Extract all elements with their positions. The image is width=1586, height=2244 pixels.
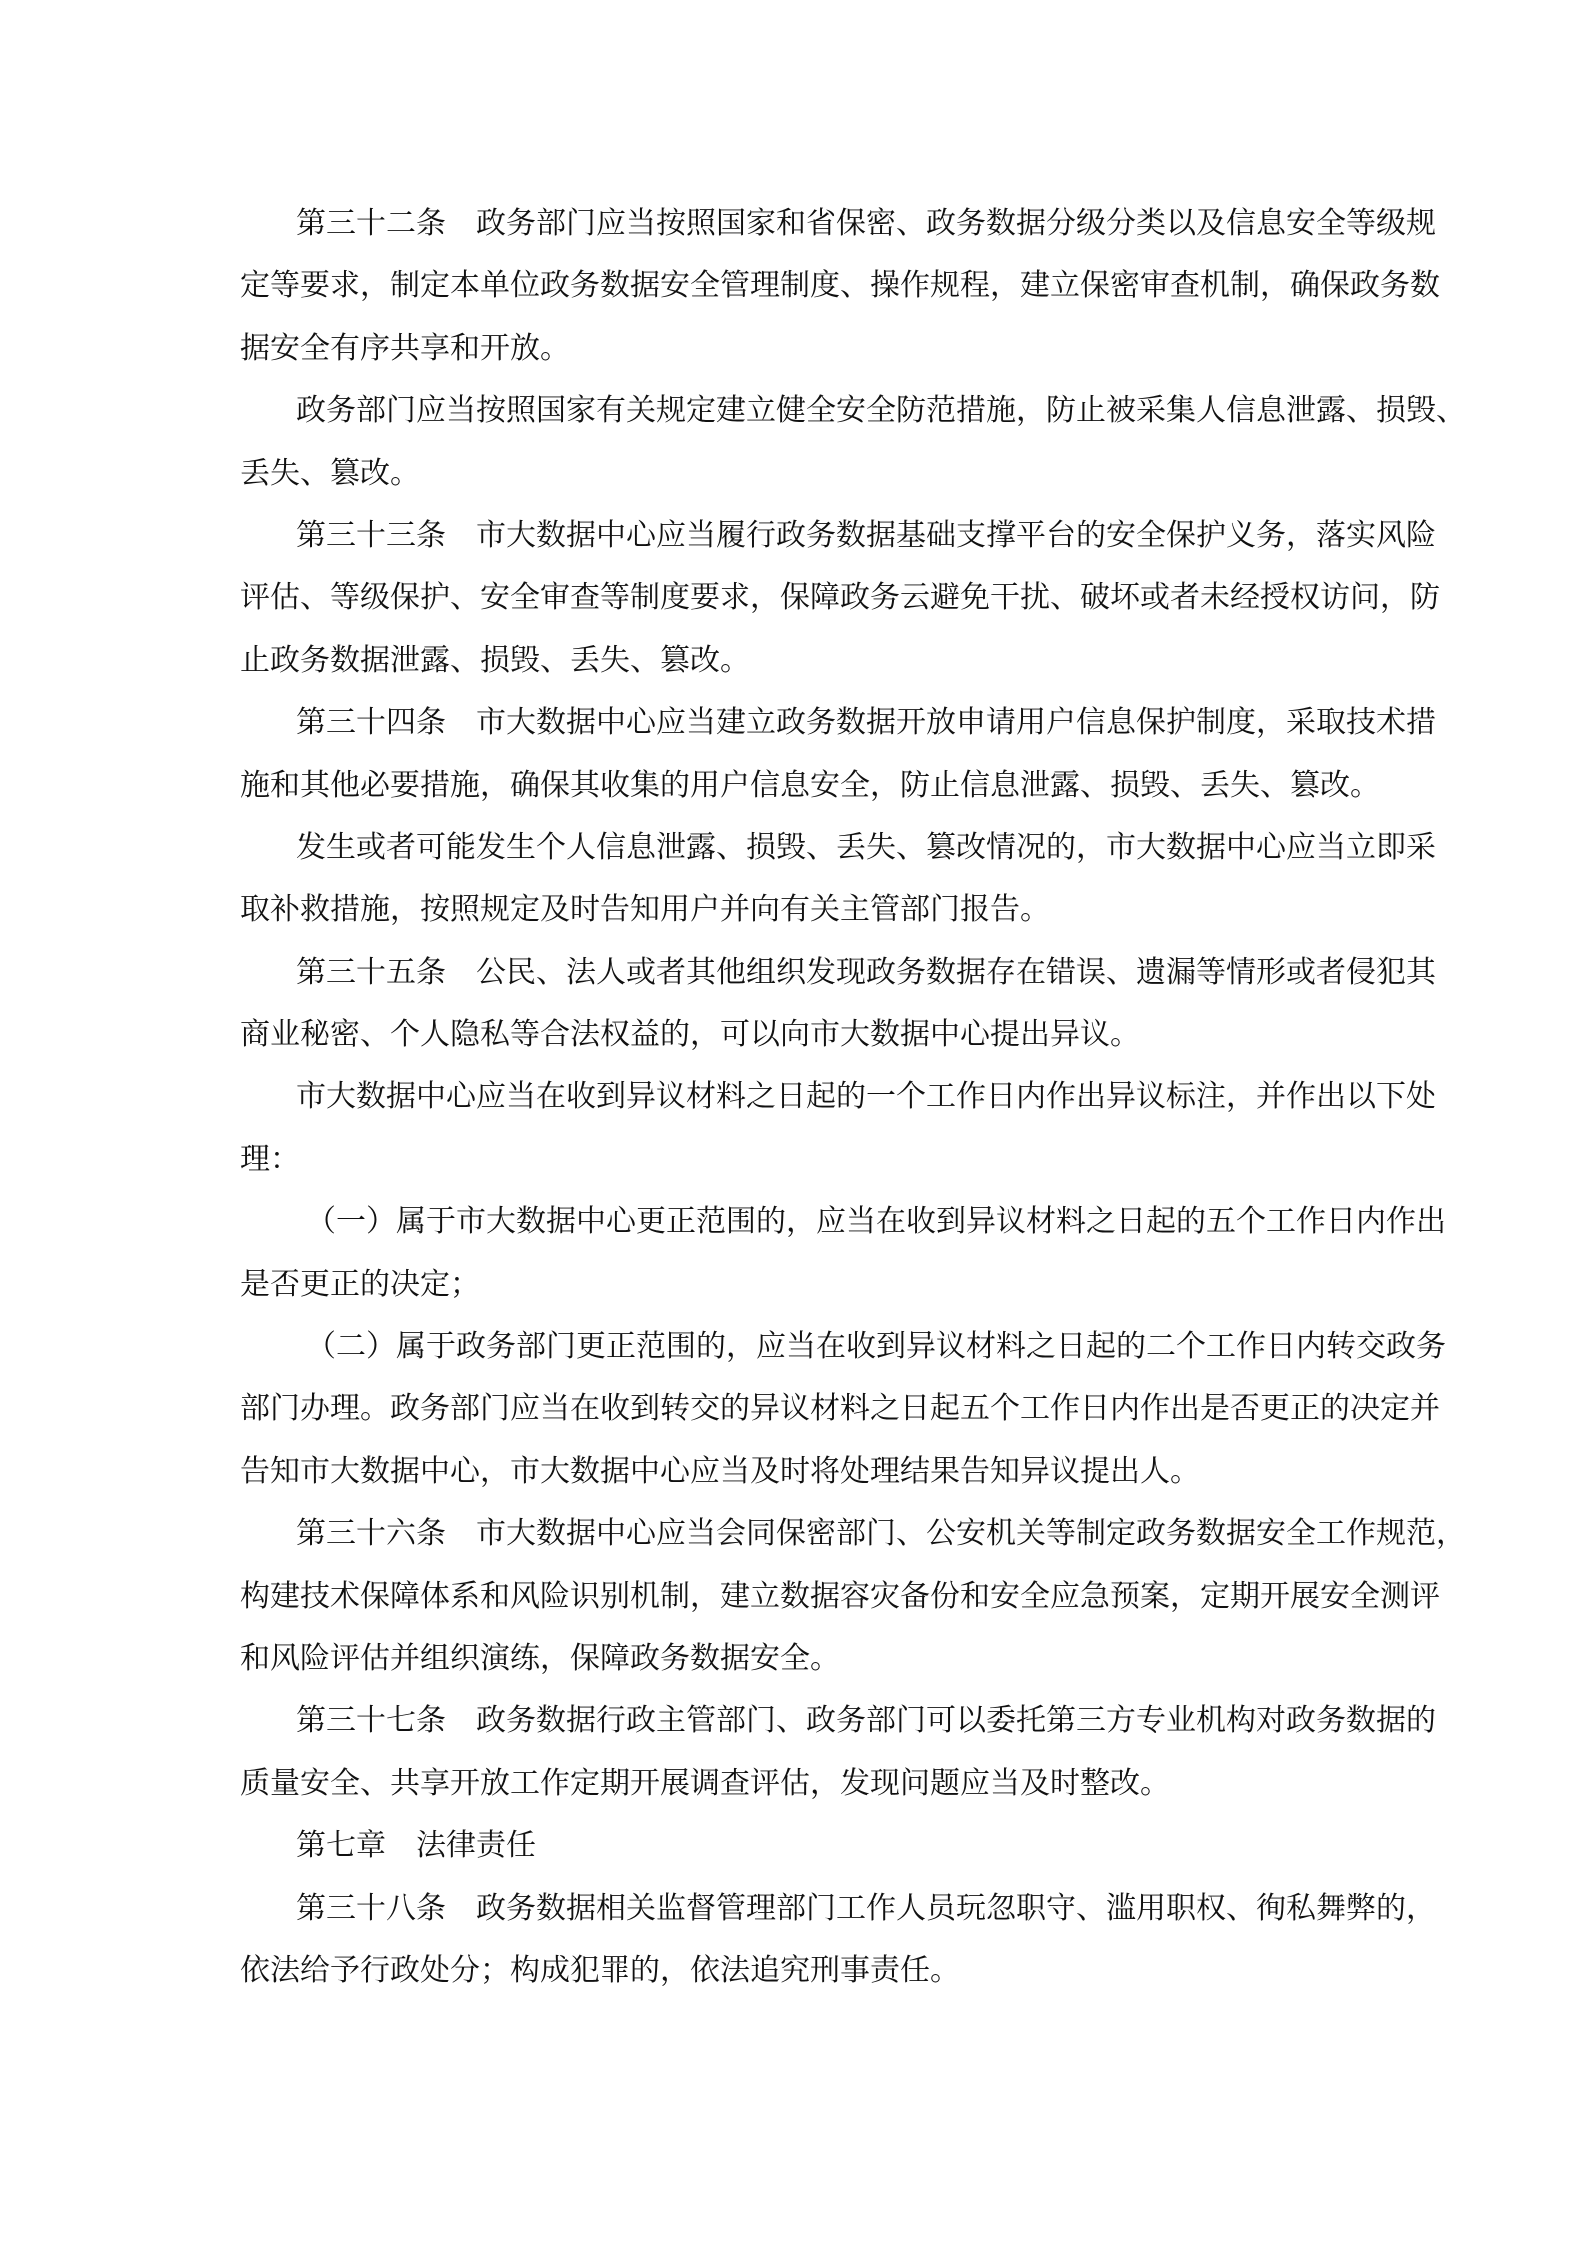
- text-line: 理：: [240, 1141, 300, 1177]
- text-line: 依法给予行政处分；构成犯罪的，依法追究刑事责任。: [240, 1952, 960, 1988]
- text-line: 第三十五条 公民、法人或者其他组织发现政务数据存在错误、遗漏等情形或者侵犯其: [296, 954, 1436, 990]
- text-line: 商业秘密、个人隐私等合法权益的，可以向市大数据中心提出异议。: [240, 1017, 1140, 1053]
- text-line: 据安全有序共享和开放。: [240, 330, 570, 366]
- text-line: 第三十六条 市大数据中心应当会同保密部门、公安机关等制定政务数据安全工作规范，: [296, 1516, 1466, 1552]
- paragraph: [240, 1191, 1446, 1316]
- text-line: 第三十三条 市大数据中心应当履行政务数据基础支撑平台的安全保护义务，落实风险: [296, 517, 1436, 553]
- text-line: 定等要求，制定本单位政务数据安全管理制度、操作规程，建立保密审查机制，确保政务数: [240, 268, 1440, 304]
- text-line: 第三十八条 政务数据相关监督管理部门工作人员玩忽职守、滥用职权、徇私舞弊的，: [296, 1890, 1436, 1926]
- text-line: 第三十四条 市大数据中心应当建立政务数据开放申请用户信息保护制度，采取技术措: [296, 705, 1436, 741]
- text-line: 施和其他必要措施，确保其收集的用户信息安全，防止信息泄露、损毁、丢失、篡改。: [240, 767, 1380, 803]
- paragraph: [240, 380, 1466, 505]
- paragraph: [240, 1503, 1466, 1690]
- text-line: 告知市大数据中心，市大数据中心应当及时将处理结果告知异议提出人。: [240, 1453, 1200, 1489]
- text-line: 部门办理。政务部门应当在收到转交的异议材料之日起五个工作日内作出是否更正的决定并: [240, 1391, 1440, 1427]
- paragraph: [240, 1690, 1436, 1815]
- text-line: 丢失、篡改。: [240, 455, 420, 491]
- text-line: 发生或者可能发生个人信息泄露、损毁、丢失、篡改情况的，市大数据中心应当立即采: [296, 829, 1436, 865]
- text-line: 市大数据中心应当在收到异议材料之日起的一个工作日内作出异议标注，并作出以下处: [296, 1079, 1436, 1115]
- paragraph: [240, 193, 1440, 380]
- paragraph: [240, 505, 1440, 692]
- text-line: 质量安全、共享开放工作定期开展调查评估，发现问题应当及时整改。: [240, 1765, 1170, 1801]
- paragraph: [240, 1316, 1446, 1503]
- text-line: （二）属于政务部门更正范围的，应当在收到异议材料之日起的二个工作日内转交政务: [306, 1329, 1446, 1365]
- text-line: 构建技术保障体系和风险识别机制，建立数据容灾备份和安全应急预案，定期开展安全测评: [240, 1578, 1440, 1614]
- paragraph: [240, 817, 1436, 942]
- text-line: 第七章 法律责任: [296, 1828, 536, 1864]
- paragraph: [240, 1815, 1352, 1877]
- paragraph: [240, 1066, 1436, 1191]
- text-line: 止政务数据泄露、损毁、丢失、篡改。: [240, 642, 750, 678]
- document-page: [240, 193, 1466, 2002]
- paragraph: [240, 692, 1436, 817]
- text-line: 第三十二条 政务部门应当按照国家和省保密、政务数据分级分类以及信息安全等级规: [296, 206, 1436, 241]
- text-line: （一）属于市大数据中心更正范围的，应当在收到异议材料之日起的五个工作日内作出: [306, 1204, 1446, 1240]
- text-line: 评估、等级保护、安全审查等制度要求，保障政务云避免干扰、破坏或者未经授权访问，防: [240, 580, 1440, 616]
- text-line: 第三十七条 政务数据行政主管部门、政务部门可以委托第三方专业机构对政务数据的: [296, 1703, 1436, 1739]
- paragraph: [240, 1878, 1436, 2003]
- paragraph: [240, 942, 1436, 1067]
- text-line: 取补救措施，按照规定及时告知用户并向有关主管部门报告。: [240, 892, 1050, 928]
- text-line: 是否更正的决定；: [240, 1266, 480, 1302]
- text-line: 和风险评估并组织演练，保障政务数据安全。: [240, 1640, 840, 1676]
- text-line: 政务部门应当按照国家有关规定建立健全安全防范措施，防止被采集人信息泄露、损毁、: [296, 393, 1466, 429]
